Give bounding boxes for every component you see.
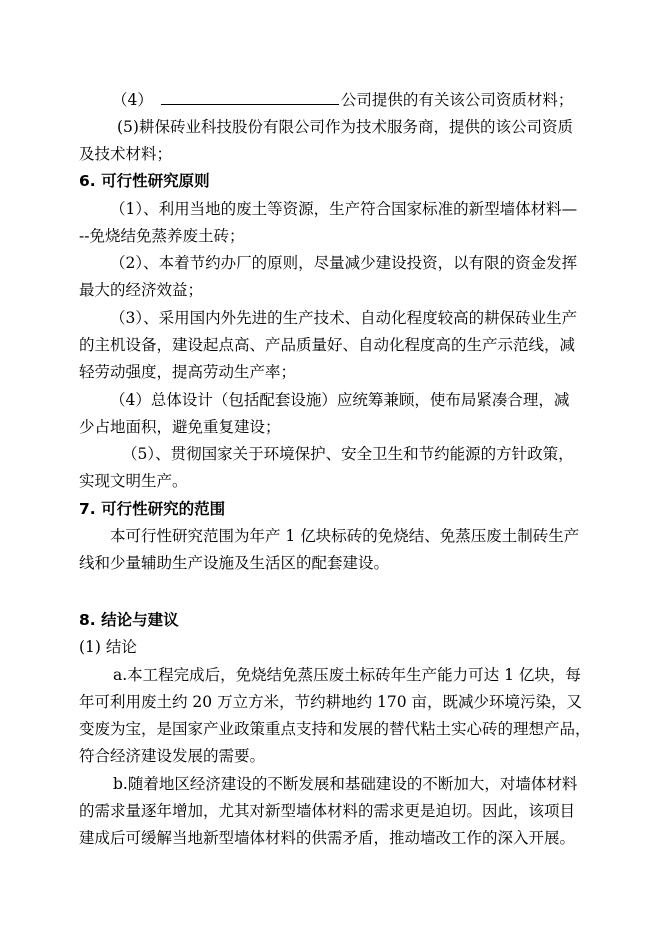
section-7-p1-line-2: 线和少量辅助生产设施及生活区的配套建设。 bbox=[79, 554, 390, 572]
section-6-p1-line-2: --免烧结免蒸养废土砖； bbox=[79, 227, 245, 245]
fill-in-blank bbox=[161, 87, 339, 105]
section-6-p1-line-1: （1）、利用当地的废土等资源，生产符合国家标准的新型墙体材料— bbox=[110, 200, 578, 218]
section-8-a-line-4: 符合经济建设发展的需要。 bbox=[79, 747, 266, 765]
section-6-p3-line-3: 轻劳动强度，提高劳动生产率； bbox=[79, 363, 297, 381]
section-8-sub-1: (1) 结论 bbox=[79, 638, 137, 656]
section-8-b-line-3: 建成后可缓解当地新型墙体材料的供需矛盾，推动墙改工作的深入开展。 bbox=[79, 829, 576, 847]
item-4-suffix: 公司提供的有关该公司资质材料； bbox=[340, 91, 574, 109]
section-6-p5-line-2: 实现文明生产。 bbox=[79, 472, 188, 490]
section-8-b-line-2: 的需求量逐年增加，尤其对新型墙体材料的需求更是迫切。因此，该项目 bbox=[79, 802, 576, 820]
section-6-p2-line-1: （2）、本着节约办厂的原则，尽量减少建设投资，以有限的资金发挥 bbox=[110, 254, 578, 272]
section-6-p4-line-1: （4）总体设计（包括配套设施）应统筹兼顾，使布局紧凑合理，减 bbox=[110, 391, 570, 409]
section-8-a-line-1: a.本工程完成后，免烧结免蒸压废土标砖年生产能力可达 1 亿块，每 bbox=[113, 666, 581, 684]
section-6-p4-line-2: 少占地面积，避免重复建设； bbox=[79, 418, 281, 436]
section-7-p1-line-1: 本可行性研究范围为年产 1 亿块标砖的免烧结、免蒸压废土制砖生产 bbox=[110, 527, 580, 545]
item-4 bbox=[112, 87, 573, 109]
section-8-a-line-2: 年可利用废土约 20 万立方米，节约耕地约 170 亩，既减少环境污染，又 bbox=[79, 693, 583, 711]
section-6-p5-line-1: （5）、贯彻国家关于环境保护、安全卫生和节约能源的方针政策， bbox=[122, 445, 574, 463]
section-6-heading: 6. 可行性研究原则 bbox=[79, 172, 210, 190]
section-8-heading: 8. 结论与建议 bbox=[79, 611, 179, 629]
section-6-p3-line-1: （3）、采用国内外先进的生产技术、自动化程度较高的耕保砖业生产 bbox=[110, 309, 578, 327]
item-4-prefix: （4） bbox=[112, 91, 153, 109]
item-5-line-2: 及技术材料； bbox=[79, 145, 173, 163]
section-6-p2-line-2: 最大的经济效益； bbox=[79, 281, 204, 299]
section-6-p3-line-2: 的主机设备，建设起点高、产品质量好、自动化程度高的生产示范线，减 bbox=[79, 336, 576, 354]
section-8-b-line-1: b.随着地区经济建设的不断发展和基础建设的不断加大，对墙体材料 bbox=[113, 775, 578, 793]
item-5-line-1: (5)耕保砖业科技股份有限公司作为技术服务商，提供的该公司资质 bbox=[117, 118, 573, 136]
section-7-heading: 7. 可行性研究的范围 bbox=[79, 500, 226, 518]
section-8-a-line-3: 变废为宝，是国家产业政策重点支持和发展的替代粘土实心砖的理想产品， bbox=[79, 720, 591, 738]
